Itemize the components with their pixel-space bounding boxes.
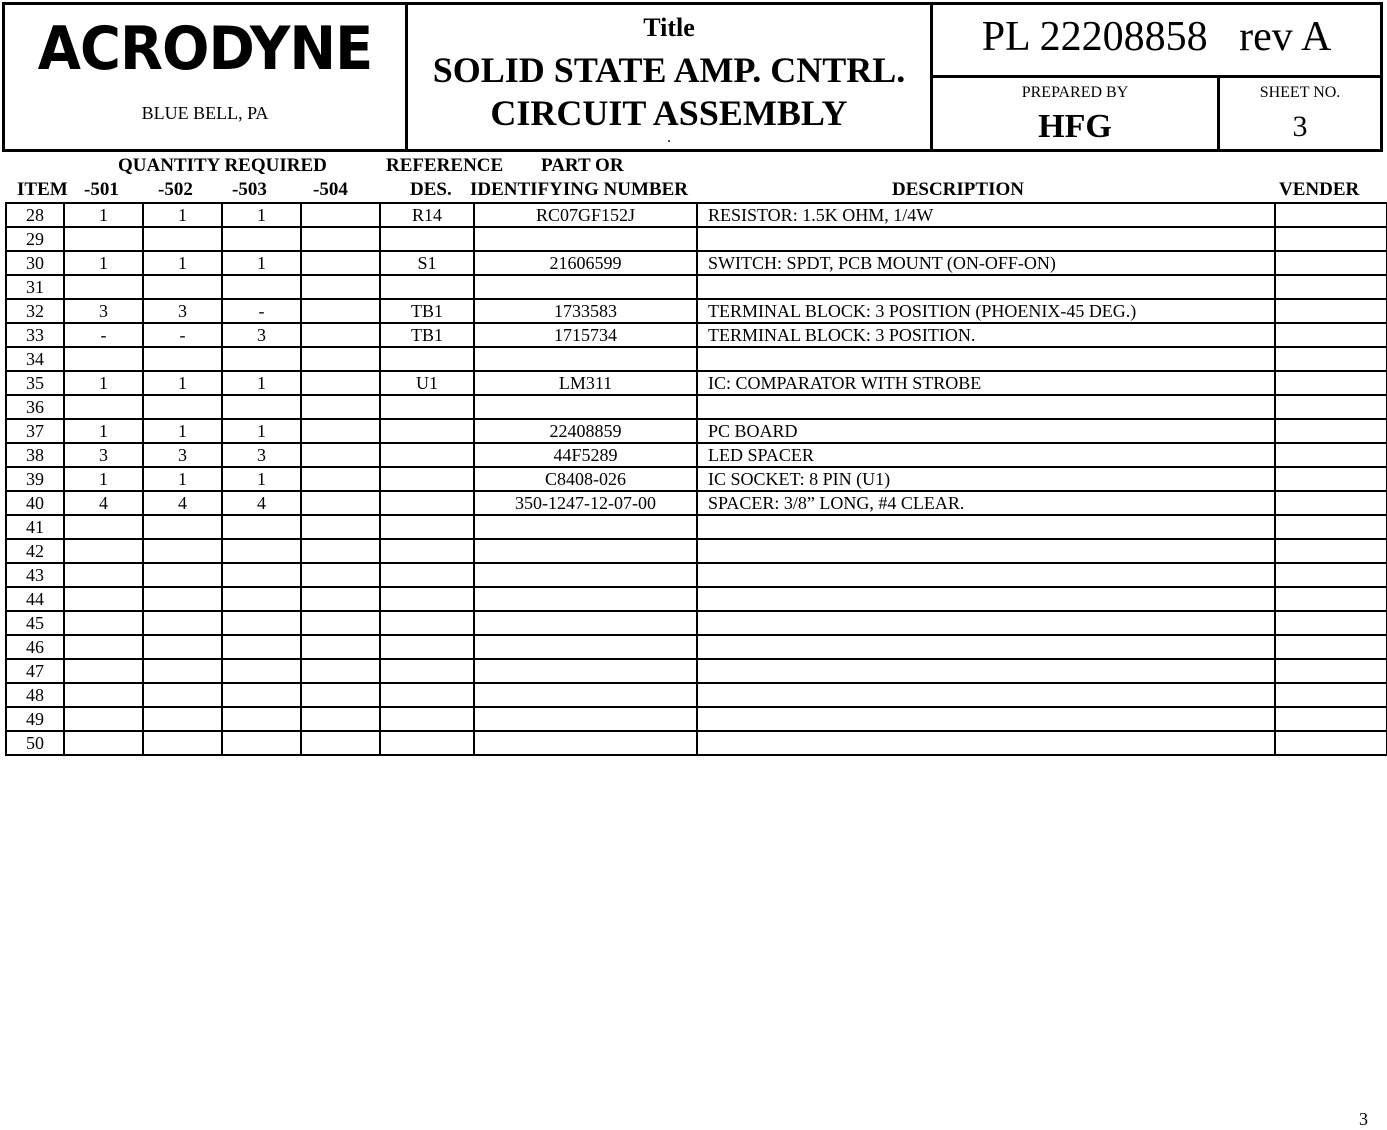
table-row (6, 563, 1387, 587)
item-cell: 43 (6, 563, 64, 587)
item-cell: 36 (6, 395, 64, 419)
table-row (6, 443, 1387, 467)
vender-cell (1275, 707, 1387, 731)
qty-503-cell: 1 (222, 203, 301, 227)
qty-501-cell: - (64, 323, 143, 347)
part-number-cell (474, 515, 697, 539)
qty-504-cell (301, 491, 380, 515)
qty-502-cell (143, 515, 222, 539)
description-cell (697, 227, 1275, 251)
qty-502-cell: 1 (143, 203, 222, 227)
qty-504-cell (301, 659, 380, 683)
reference-designator-cell (380, 683, 474, 707)
reference-designator-cell (380, 731, 474, 755)
item-cell: 29 (6, 227, 64, 251)
reference-designator-cell: TB1 (380, 299, 474, 323)
qty-504-cell (301, 395, 380, 419)
qty-502-cell (143, 395, 222, 419)
qty-501-cell: 3 (64, 299, 143, 323)
table-row (6, 251, 1387, 275)
reference-designator-cell (380, 635, 474, 659)
qty-504-cell (301, 731, 380, 755)
item-cell: 48 (6, 683, 64, 707)
item-cell: 31 (6, 275, 64, 299)
qty-503-cell (222, 587, 301, 611)
vender-cell (1275, 251, 1387, 275)
qty-502-cell: 1 (143, 419, 222, 443)
qty-504-cell (301, 467, 380, 491)
qty-504-cell (301, 563, 380, 587)
item-cell: 47 (6, 659, 64, 683)
vender-cell (1275, 203, 1387, 227)
item-cell: 46 (6, 635, 64, 659)
item-cell: 33 (6, 323, 64, 347)
qty-504-cell (301, 707, 380, 731)
reference-designator-cell (380, 275, 474, 299)
description-cell (697, 275, 1275, 299)
header-identifying-number: IDENTIFYING NUMBER (470, 179, 688, 200)
qty-503-cell (222, 635, 301, 659)
document-title-line2: CIRCUIT ASSEMBLY (490, 93, 848, 133)
qty-501-cell (64, 707, 143, 731)
table-row (6, 731, 1387, 755)
qty-502-cell (143, 707, 222, 731)
description-cell (697, 515, 1275, 539)
item-cell: 32 (6, 299, 64, 323)
part-number-cell (474, 683, 697, 707)
qty-502-cell: 1 (143, 371, 222, 395)
sheet-number-label: SHEET NO. (1259, 84, 1341, 101)
vender-cell (1275, 515, 1387, 539)
header-vender: VENDER (1279, 179, 1360, 200)
qty-504-cell (301, 227, 380, 251)
description-cell: PC BOARD (697, 419, 1275, 443)
item-cell: 37 (6, 419, 64, 443)
description-cell (697, 707, 1275, 731)
parts-table (5, 202, 1387, 756)
qty-503-cell: 1 (222, 251, 301, 275)
qty-502-cell (143, 731, 222, 755)
item-cell: 49 (6, 707, 64, 731)
qty-501-cell: 1 (64, 371, 143, 395)
part-number-cell (474, 395, 697, 419)
qty-502-cell (143, 635, 222, 659)
table-row (6, 611, 1387, 635)
description-cell (697, 611, 1275, 635)
qty-502-cell: 3 (143, 299, 222, 323)
part-number-cell (474, 611, 697, 635)
reference-designator-cell: U1 (380, 371, 474, 395)
table-row (6, 683, 1387, 707)
header-503: -503 (232, 179, 267, 200)
vender-cell (1275, 731, 1387, 755)
item-cell: 34 (6, 347, 64, 371)
title-label: Title (643, 13, 695, 42)
reference-designator-cell (380, 443, 474, 467)
qty-503-cell (222, 539, 301, 563)
vender-cell (1275, 563, 1387, 587)
qty-502-cell: - (143, 323, 222, 347)
table-row (6, 299, 1387, 323)
table-row (6, 587, 1387, 611)
header-502: -502 (158, 179, 193, 200)
vender-cell (1275, 683, 1387, 707)
qty-504-cell (301, 419, 380, 443)
description-cell: SPACER: 3/8” LONG, #4 CLEAR. (697, 491, 1275, 515)
header-description: DESCRIPTION (892, 179, 1024, 200)
prepared-by-block (930, 75, 1220, 152)
qty-504-cell (301, 683, 380, 707)
vender-cell (1275, 371, 1387, 395)
part-list-number: PL 22208858 rev A (981, 14, 1332, 60)
qty-503-cell: 1 (222, 371, 301, 395)
qty-503-cell (222, 707, 301, 731)
part-number-cell: LM311 (474, 371, 697, 395)
vender-cell (1275, 539, 1387, 563)
qty-504-cell (301, 203, 380, 227)
description-cell (697, 563, 1275, 587)
qty-504-cell (301, 323, 380, 347)
qty-501-cell (64, 659, 143, 683)
qty-502-cell: 3 (143, 443, 222, 467)
vender-cell (1275, 227, 1387, 251)
vender-cell (1275, 443, 1387, 467)
qty-503-cell: - (222, 299, 301, 323)
qty-501-cell (64, 515, 143, 539)
part-number-cell: 1733583 (474, 299, 697, 323)
table-row (6, 491, 1387, 515)
qty-502-cell (143, 347, 222, 371)
qty-501-cell (64, 539, 143, 563)
qty-503-cell (222, 683, 301, 707)
qty-502-cell: 4 (143, 491, 222, 515)
qty-502-cell: 1 (143, 467, 222, 491)
sheet-number-block (1217, 75, 1383, 152)
qty-503-cell (222, 563, 301, 587)
document-title-line1: SOLID STATE AMP. CNTRL. (432, 50, 906, 90)
description-cell: IC SOCKET: 8 PIN (U1) (697, 467, 1275, 491)
table-row (6, 659, 1387, 683)
qty-503-cell (222, 395, 301, 419)
qty-502-cell (143, 227, 222, 251)
item-cell: 30 (6, 251, 64, 275)
item-cell: 45 (6, 611, 64, 635)
table-row (6, 395, 1387, 419)
description-cell (697, 587, 1275, 611)
qty-501-cell (64, 395, 143, 419)
description-cell: TERMINAL BLOCK: 3 POSITION (PHOENIX-45 DEG.) (697, 299, 1275, 323)
qty-501-cell: 4 (64, 491, 143, 515)
qty-503-cell (222, 611, 301, 635)
qty-501-cell (64, 683, 143, 707)
table-row (6, 347, 1387, 371)
qty-504-cell (301, 635, 380, 659)
description-cell: TERMINAL BLOCK: 3 POSITION. (697, 323, 1275, 347)
part-number-cell (474, 227, 697, 251)
part-number-cell (474, 275, 697, 299)
vender-cell (1275, 611, 1387, 635)
part-number-cell (474, 731, 697, 755)
qty-503-cell (222, 659, 301, 683)
qty-501-cell (64, 227, 143, 251)
qty-504-cell (301, 347, 380, 371)
qty-501-cell (64, 563, 143, 587)
part-number-cell: 1715734 (474, 323, 697, 347)
table-row (6, 515, 1387, 539)
reference-designator-cell (380, 395, 474, 419)
item-cell: 39 (6, 467, 64, 491)
qty-501-cell: 1 (64, 419, 143, 443)
company-logo: ACRODYNE (37, 14, 373, 84)
reference-designator-cell (380, 347, 474, 371)
qty-501-cell (64, 347, 143, 371)
reference-designator-cell (380, 587, 474, 611)
description-cell (697, 659, 1275, 683)
description-cell (697, 683, 1275, 707)
reference-designator-cell (380, 515, 474, 539)
part-number-cell (474, 587, 697, 611)
qty-502-cell (143, 683, 222, 707)
part-number-cell: 21606599 (474, 251, 697, 275)
description-cell: IC: COMPARATOR WITH STROBE (697, 371, 1275, 395)
reference-designator-cell (380, 659, 474, 683)
reference-designator-cell: TB1 (380, 323, 474, 347)
reference-designator-cell (380, 539, 474, 563)
part-number-cell (474, 635, 697, 659)
qty-502-cell (143, 659, 222, 683)
description-cell: LED SPACER (697, 443, 1275, 467)
item-cell: 35 (6, 371, 64, 395)
qty-503-cell (222, 275, 301, 299)
header-reference: REFERENCE (386, 155, 504, 176)
qty-501-cell (64, 611, 143, 635)
qty-501-cell (64, 635, 143, 659)
reference-designator-cell: R14 (380, 203, 474, 227)
prepared-by-value: HFG (1038, 108, 1112, 145)
qty-504-cell (301, 275, 380, 299)
qty-501-cell: 3 (64, 443, 143, 467)
item-cell: 28 (6, 203, 64, 227)
vender-cell (1275, 275, 1387, 299)
description-cell: SWITCH: SPDT, PCB MOUNT (ON-OFF-ON) (697, 251, 1275, 275)
vender-cell (1275, 659, 1387, 683)
page-number: 3 (1359, 1109, 1368, 1129)
qty-502-cell (143, 587, 222, 611)
item-cell: 50 (6, 731, 64, 755)
qty-501-cell (64, 275, 143, 299)
description-cell (697, 731, 1275, 755)
table-row (6, 419, 1387, 443)
parts-table-body (6, 203, 1387, 755)
qty-502-cell (143, 563, 222, 587)
reference-designator-cell (380, 563, 474, 587)
qty-503-cell: 1 (222, 419, 301, 443)
vender-cell (1275, 635, 1387, 659)
item-cell: 42 (6, 539, 64, 563)
part-number-cell: RC07GF152J (474, 203, 697, 227)
reference-designator-cell (380, 419, 474, 443)
part-number-cell: 44F5289 (474, 443, 697, 467)
header-part-or: PART OR (541, 155, 624, 176)
qty-501-cell (64, 731, 143, 755)
reference-designator-cell: S1 (380, 251, 474, 275)
vender-cell (1275, 323, 1387, 347)
table-row (6, 275, 1387, 299)
qty-504-cell (301, 371, 380, 395)
item-cell: 44 (6, 587, 64, 611)
qty-503-cell (222, 515, 301, 539)
part-number-cell (474, 659, 697, 683)
header-quantity-required: QUANTITY REQUIRED (118, 155, 327, 176)
part-number-cell: 350-1247-12-07-00 (474, 491, 697, 515)
part-number-cell (474, 347, 697, 371)
description-cell (697, 347, 1275, 371)
description-cell: RESISTOR: 1.5K OHM, 1/4W (697, 203, 1275, 227)
reference-designator-cell (380, 491, 474, 515)
vender-cell (1275, 347, 1387, 371)
part-number-cell: C8408-026 (474, 467, 697, 491)
vender-cell (1275, 467, 1387, 491)
part-list-number-block (930, 2, 1383, 78)
table-row (6, 203, 1387, 227)
qty-501-cell: 1 (64, 251, 143, 275)
qty-503-cell (222, 227, 301, 251)
table-row (6, 539, 1387, 563)
part-number-cell (474, 707, 697, 731)
table-row (6, 707, 1387, 731)
title-mark: . (667, 129, 671, 146)
description-cell (697, 539, 1275, 563)
qty-503-cell: 4 (222, 491, 301, 515)
description-cell (697, 395, 1275, 419)
qty-502-cell: 1 (143, 251, 222, 275)
item-cell: 38 (6, 443, 64, 467)
qty-504-cell (301, 251, 380, 275)
qty-501-cell: 1 (64, 467, 143, 491)
qty-504-cell (301, 587, 380, 611)
description-cell (697, 635, 1275, 659)
table-row (6, 371, 1387, 395)
part-number-cell: 22408859 (474, 419, 697, 443)
qty-503-cell: 3 (222, 323, 301, 347)
header-504: -504 (313, 179, 348, 200)
qty-503-cell: 3 (222, 443, 301, 467)
qty-504-cell (301, 539, 380, 563)
company-block (2, 2, 408, 152)
qty-502-cell (143, 275, 222, 299)
qty-504-cell (301, 443, 380, 467)
qty-503-cell (222, 347, 301, 371)
prepared-by-label: PREPARED BY (1021, 84, 1129, 101)
vender-cell (1275, 491, 1387, 515)
reference-designator-cell (380, 227, 474, 251)
header-item: ITEM (17, 179, 68, 200)
company-location: BLUE BELL, PA (141, 103, 269, 123)
qty-504-cell (301, 611, 380, 635)
qty-502-cell (143, 611, 222, 635)
reference-designator-cell (380, 611, 474, 635)
qty-504-cell (301, 299, 380, 323)
header-501: -501 (84, 179, 119, 200)
table-row (6, 635, 1387, 659)
qty-501-cell: 1 (64, 203, 143, 227)
qty-503-cell: 1 (222, 467, 301, 491)
table-row (6, 323, 1387, 347)
table-row (6, 227, 1387, 251)
part-number-cell (474, 563, 697, 587)
sheet-number-value: 3 (1292, 110, 1308, 143)
item-cell: 40 (6, 491, 64, 515)
part-number-cell (474, 539, 697, 563)
vender-cell (1275, 419, 1387, 443)
reference-designator-cell (380, 467, 474, 491)
reference-designator-cell (380, 707, 474, 731)
header-des: DES. (410, 179, 452, 200)
qty-502-cell (143, 539, 222, 563)
vender-cell (1275, 299, 1387, 323)
qty-503-cell (222, 731, 301, 755)
table-row (6, 467, 1387, 491)
title-block (405, 2, 933, 152)
vender-cell (1275, 395, 1387, 419)
qty-504-cell (301, 515, 380, 539)
vender-cell (1275, 587, 1387, 611)
item-cell: 41 (6, 515, 64, 539)
qty-501-cell (64, 587, 143, 611)
